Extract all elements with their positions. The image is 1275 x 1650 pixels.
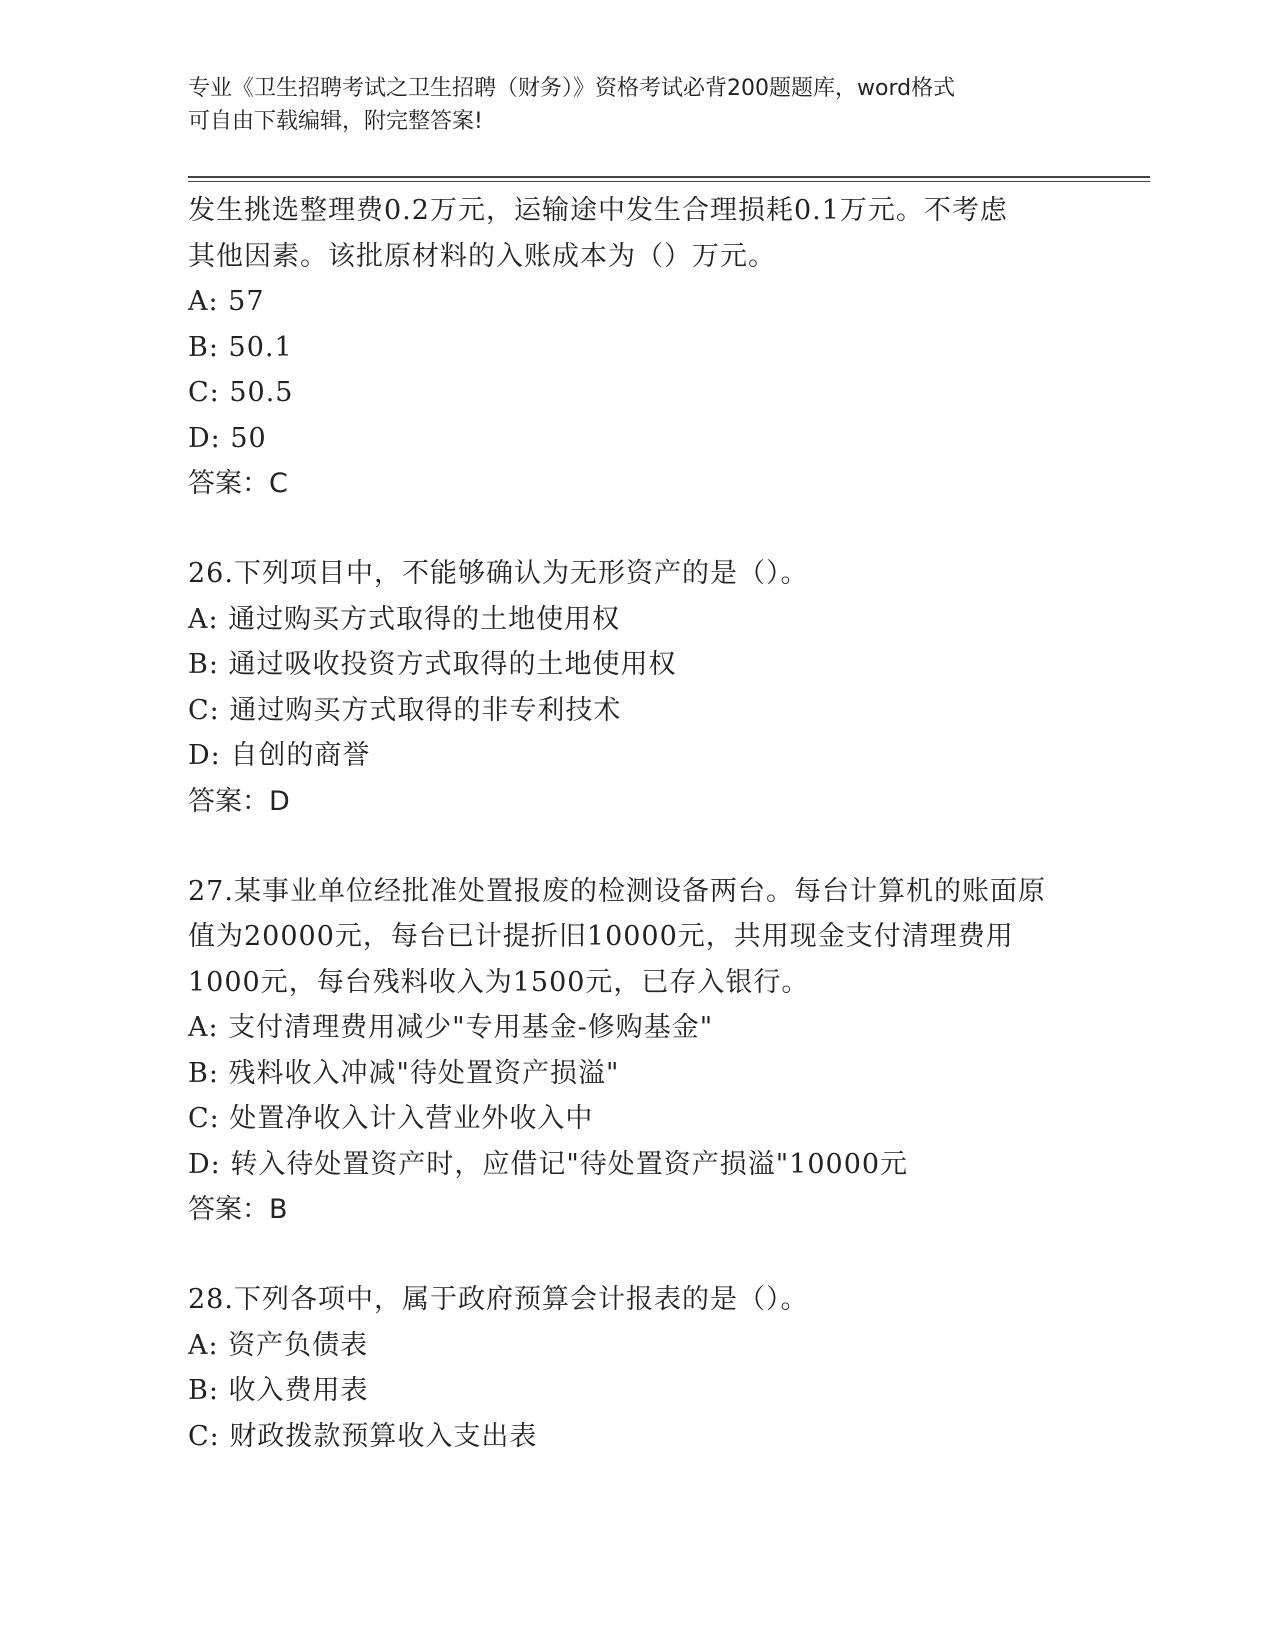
- option-a: A: 支付清理费用减少"专用基金-修购基金": [188, 1012, 714, 1043]
- option-b: B: 收入费用表: [188, 1375, 369, 1406]
- header-divider-thick: [188, 176, 1150, 178]
- question-text-line: 27.某事业单位经批准处置报废的检测设备两台。每台计算机的账面原: [188, 875, 1046, 907]
- question-26: [188, 551, 1088, 824]
- answer-line: 答案：C: [188, 468, 288, 499]
- header-divider-thin: [188, 181, 1150, 182]
- option-d: D: 转入待处置资产时，应借记"待处置资产损溢"10000元: [188, 1148, 909, 1180]
- question-27: [188, 869, 1088, 1233]
- spacer: [188, 1232, 1088, 1277]
- spacer: [188, 506, 1088, 551]
- option-c: C: 处置净收入计入营业外收入中: [188, 1103, 594, 1134]
- option-a: A: 通过购买方式取得的土地使用权: [188, 603, 621, 635]
- option-a: A: 57: [188, 286, 265, 317]
- question-text-line: 28.下列各项中，属于政府预算会计报表的是（）。: [188, 1284, 809, 1315]
- option-c: C: 通过购买方式取得的非专利技术: [188, 694, 622, 726]
- option-a: A: 资产负债表: [188, 1329, 369, 1361]
- question-text-line: 其他因素。该批原材料的入账成本为（）万元。: [188, 240, 776, 272]
- spacer: [188, 824, 1088, 869]
- question-28: [188, 1277, 1088, 1459]
- question-text-line: 值为20000元，每台已计提折旧10000元，共用现金支付清理费用: [188, 921, 1014, 952]
- header-title-line-2: 可自由下载编辑，附完整答案!: [188, 109, 483, 134]
- header-title-line-1: 专业《卫生招聘考试之卫生招聘（财务）》资格考试必背200题题库，word格式: [188, 76, 956, 101]
- option-d: D: 自创的商誉: [188, 740, 371, 771]
- option-b: B: 50.1: [188, 331, 293, 363]
- question-25-continuation: [188, 188, 1088, 506]
- question-content: [188, 188, 1088, 1459]
- question-text-line: 发生挑选整理费0.2万元，运输途中发生合理损耗0.1万元。不考虑: [188, 195, 1008, 226]
- option-c: C: 财政拨款预算收入支出表: [188, 1420, 538, 1452]
- option-b: B: 残料收入冲减"待处置资产损溢": [188, 1057, 620, 1089]
- document-header: [188, 72, 1068, 138]
- question-text-line: 26.下列项目中，不能够确认为无形资产的是（）。: [188, 558, 809, 589]
- answer-line: 答案：B: [188, 1194, 288, 1225]
- option-c: C: 50.5: [188, 377, 294, 408]
- option-b: B: 通过吸收投资方式取得的土地使用权: [188, 649, 677, 680]
- answer-line: 答案：D: [188, 785, 290, 817]
- question-text-line: 1000元，每台残料收入为1500元，已存入银行。: [188, 966, 810, 998]
- option-d: D: 50: [188, 422, 267, 454]
